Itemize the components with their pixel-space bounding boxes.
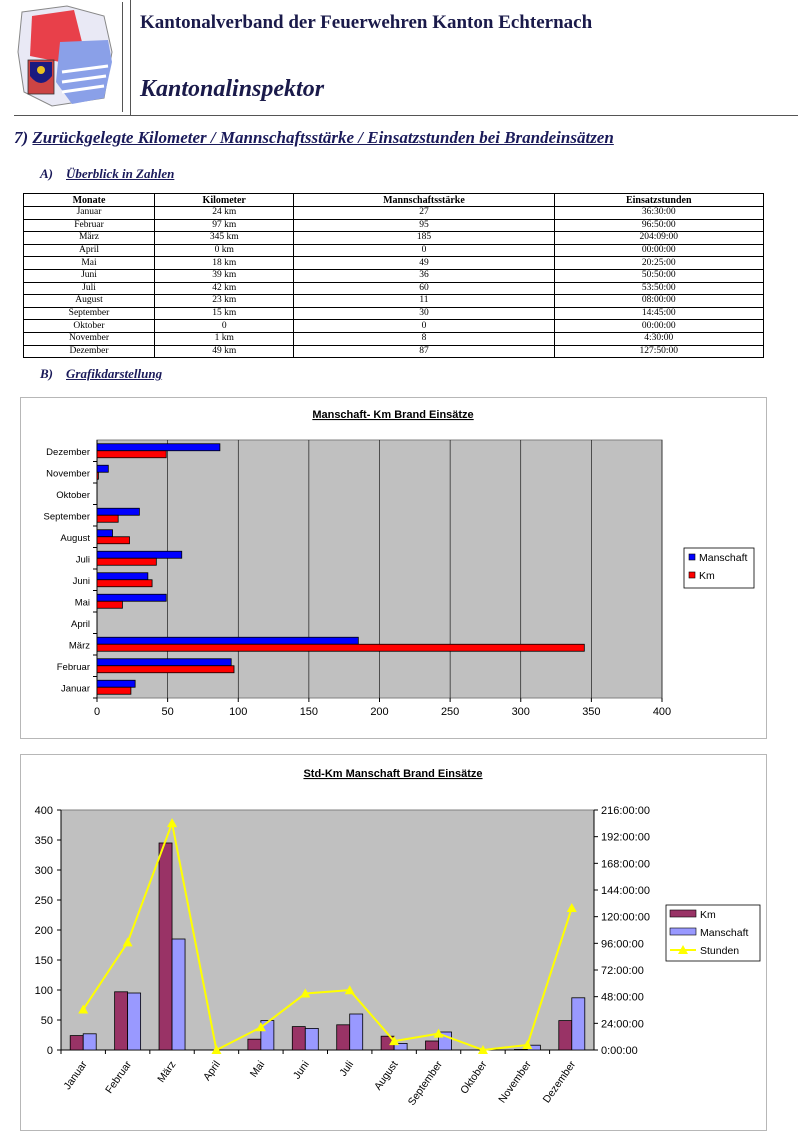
y-category-label: April	[70, 618, 90, 630]
bar-manschaft	[97, 444, 220, 451]
legend-swatch	[670, 928, 696, 935]
bar-manschaft	[97, 573, 148, 580]
legend-label: Manschaft	[699, 552, 748, 564]
bar-km	[97, 472, 98, 479]
y2-tick-label: 144:00:00	[601, 885, 650, 897]
table-cell: Februar	[24, 219, 155, 232]
legend-label: Manschaft	[700, 927, 749, 939]
table-cell: 30	[294, 307, 554, 320]
table-row	[24, 345, 764, 358]
table-row	[24, 207, 764, 220]
document-subtitle: Kantonalinspektor	[140, 76, 325, 102]
y-tick-label: 250	[34, 895, 53, 907]
subsection-a-letter: A)	[40, 166, 53, 181]
x-category-label: Oktober	[458, 1058, 490, 1097]
subsection-b-letter: B)	[40, 366, 53, 381]
bar-manschaft	[97, 508, 139, 515]
x-category-label: August	[371, 1058, 401, 1093]
bar-km	[97, 558, 156, 565]
table-cell: September	[24, 307, 155, 320]
table-cell: 14:45:00	[554, 307, 764, 320]
table-cell: 0	[294, 320, 554, 333]
bar-km	[97, 515, 118, 522]
table-cell: 204:09:00	[554, 232, 764, 245]
table-row	[24, 295, 764, 308]
table-cell: Juni	[24, 269, 155, 282]
bar-km	[97, 601, 122, 608]
y-tick-label: 0	[46, 1045, 53, 1057]
column-header: Kilometer	[155, 194, 294, 207]
y2-tick-label: 120:00:00	[601, 911, 650, 924]
x-category-label: Juni	[290, 1058, 312, 1082]
table-cell: 96:50:00	[554, 219, 764, 232]
y-tick-label: 300	[34, 865, 53, 877]
table-cell: 27	[294, 207, 554, 220]
bar-manschaft	[97, 680, 135, 687]
bar-manschaft	[572, 998, 585, 1050]
x-tick-label: 400	[652, 706, 672, 718]
y-tick-label: 100	[34, 985, 53, 997]
table-cell: 42 km	[155, 282, 294, 295]
table-cell: 36	[294, 269, 554, 282]
bar-manschaft	[97, 551, 182, 558]
organization-title: Kantonalverband der Feuerwehren Kanton Echternach	[140, 12, 593, 33]
x-category-label: Juli	[337, 1058, 357, 1079]
bar-manschaft	[97, 637, 358, 644]
table-cell: 49 km	[155, 345, 294, 358]
x-category-label: September	[405, 1058, 445, 1108]
bar-manschaft	[350, 1014, 363, 1050]
table-row	[24, 257, 764, 270]
bar-manschaft	[97, 530, 113, 537]
y2-tick-label: 192:00:00	[601, 831, 650, 844]
table-row	[24, 232, 764, 245]
y-tick-label: 400	[34, 805, 53, 817]
table-row	[24, 282, 764, 295]
section-heading	[14, 128, 614, 148]
table-cell: 18 km	[155, 257, 294, 270]
bar-manschaft	[83, 1034, 96, 1050]
table-cell: Juli	[24, 282, 155, 295]
chart2-title: Std-Km Manschaft Brand Einsätze	[303, 768, 483, 780]
section-number: 7)	[14, 128, 29, 147]
table-row	[24, 307, 764, 320]
table-cell: 36:30:00	[554, 207, 764, 220]
table-row	[24, 269, 764, 282]
table-cell: 95	[294, 219, 554, 232]
table-row	[24, 320, 764, 333]
y-category-label: Januar	[60, 683, 90, 695]
table-cell: 00:00:00	[554, 320, 764, 333]
table-cell: 23 km	[155, 295, 294, 308]
y-tick-label: 350	[34, 835, 53, 847]
table-cell: 1 km	[155, 332, 294, 345]
subsection-b-title: Grafikdarstellung	[66, 366, 163, 381]
table-cell: 49	[294, 257, 554, 270]
x-category-label: November	[496, 1058, 534, 1106]
bar-km	[514, 1049, 527, 1050]
bar-km	[97, 580, 152, 587]
y-category-label: Dezember	[46, 446, 90, 458]
table-cell: 11	[294, 295, 554, 308]
bar-km	[97, 644, 584, 651]
bar-manschaft	[97, 594, 166, 601]
table-cell: Dezember	[24, 345, 155, 358]
bar-km	[97, 666, 234, 673]
y-tick-label: 150	[34, 955, 53, 967]
bar-km	[248, 1039, 261, 1050]
y-category-label: März	[68, 640, 90, 652]
table-cell: 0	[155, 320, 294, 333]
y-category-label: September	[43, 511, 90, 523]
bar-km	[70, 1036, 83, 1050]
table-cell: 53:50:00	[554, 282, 764, 295]
table-cell: Oktober	[24, 320, 155, 333]
table-row	[24, 332, 764, 345]
header-rule	[14, 115, 798, 116]
y-category-label: Juli	[75, 554, 90, 566]
bar-km	[426, 1041, 439, 1050]
bar-km	[159, 843, 172, 1050]
column-header: Mannschaftsstärke	[294, 194, 554, 207]
x-category-label: Mai	[247, 1058, 268, 1080]
y-category-label: August	[60, 532, 90, 544]
table-cell: 60	[294, 282, 554, 295]
y-category-label: Mai	[74, 597, 90, 609]
bar-km	[97, 687, 131, 694]
table-cell: 0 km	[155, 244, 294, 257]
y2-tick-label: 168:00:00	[601, 858, 650, 871]
subsection-a-title: Überblick in Zahlen	[66, 166, 175, 181]
column-header: Monate	[24, 194, 155, 207]
bar-km	[337, 1025, 350, 1050]
table-cell: August	[24, 295, 155, 308]
bar-km	[115, 992, 128, 1050]
logo	[12, 2, 123, 112]
y-tick-label: 200	[34, 925, 53, 937]
table-cell: Mai	[24, 257, 155, 270]
bar-manschaft	[172, 939, 185, 1050]
table-cell: 20:25:00	[554, 257, 764, 270]
x-tick-label: 150	[299, 706, 319, 718]
table-cell: 50:50:00	[554, 269, 764, 282]
bar-manschaft	[97, 465, 108, 472]
table-cell: 8	[294, 332, 554, 345]
y2-tick-label: 24:00:00	[601, 1018, 644, 1031]
bar-manschaft	[305, 1028, 318, 1050]
x-tick-label: 250	[440, 706, 460, 718]
table-header-row	[24, 194, 764, 207]
logo-graphic	[12, 2, 122, 112]
table-cell: 0	[294, 244, 554, 257]
x-tick-label: 350	[582, 706, 601, 718]
table-cell: März	[24, 232, 155, 245]
subsection-b-heading	[40, 366, 162, 382]
table-cell: 00:00:00	[554, 244, 764, 257]
x-tick-label: 300	[511, 706, 530, 718]
chart2-svg	[21, 755, 766, 1130]
y2-tick-label: 216:00:00	[601, 805, 650, 817]
subsection-a-heading	[40, 166, 174, 182]
legend-swatch	[689, 572, 695, 578]
y2-tick-label: 72:00:00	[601, 965, 644, 977]
x-category-label: Januar	[61, 1058, 90, 1093]
x-tick-label: 50	[161, 706, 174, 718]
combo-bar-line-chart	[20, 754, 767, 1131]
header-divider	[130, 0, 131, 116]
column-header: Einsatzstunden	[554, 194, 764, 207]
table-cell: 39 km	[155, 269, 294, 282]
y2-tick-label: 96:00:00	[601, 938, 644, 951]
table-cell: 24 km	[155, 207, 294, 220]
x-tick-label: 200	[370, 706, 389, 718]
x-category-label: März	[155, 1058, 179, 1085]
y-category-label: Februar	[56, 661, 90, 673]
bar-km	[292, 1027, 305, 1050]
y-tick-label: 50	[40, 1015, 53, 1027]
x-tick-label: 100	[229, 706, 248, 718]
table-cell: 345 km	[155, 232, 294, 245]
y-category-label: Juni	[72, 575, 90, 587]
section-title: Zurückgelegte Kilometer / Mannschaftsstärke / Einsatzstunden bei Brandeinsätzen	[32, 128, 614, 147]
y2-tick-label: 0:00:00	[601, 1045, 638, 1057]
legend-label: Stunden	[700, 945, 740, 957]
table-cell: April	[24, 244, 155, 257]
table-cell: 87	[294, 345, 554, 358]
bar-km	[559, 1021, 572, 1050]
legend-swatch	[689, 554, 695, 560]
y-category-label: November	[46, 468, 90, 480]
table-cell: Januar	[24, 207, 155, 220]
table-cell: 15 km	[155, 307, 294, 320]
bar-km	[97, 537, 129, 544]
table-cell: 08:00:00	[554, 295, 764, 308]
x-category-label: Februar	[103, 1058, 135, 1096]
chart1-svg	[21, 398, 766, 738]
horizontal-bar-chart	[20, 397, 767, 739]
chart1-title: Manschaft- Km Brand Einsätze	[312, 409, 474, 421]
legend-label: Km	[699, 570, 715, 582]
bar-km	[97, 451, 166, 458]
table-cell: 4:30:00	[554, 332, 764, 345]
x-tick-label: 0	[93, 706, 101, 718]
monthly-table	[23, 193, 764, 358]
table-cell: 97 km	[155, 219, 294, 232]
y-category-label: Oktober	[56, 489, 90, 501]
bar-manschaft	[128, 993, 141, 1050]
table-row	[24, 219, 764, 232]
table-cell: 185	[294, 232, 554, 245]
x-category-label: Dezember	[540, 1058, 579, 1106]
legend-label: Km	[700, 909, 716, 921]
table-row	[24, 244, 764, 257]
legend-swatch	[670, 910, 696, 917]
bar-manschaft	[97, 659, 231, 666]
table-cell: 127:50:00	[554, 345, 764, 358]
y2-tick-label: 48:00:00	[601, 991, 644, 1004]
x-category-label: April	[201, 1058, 223, 1083]
table-cell: November	[24, 332, 155, 345]
